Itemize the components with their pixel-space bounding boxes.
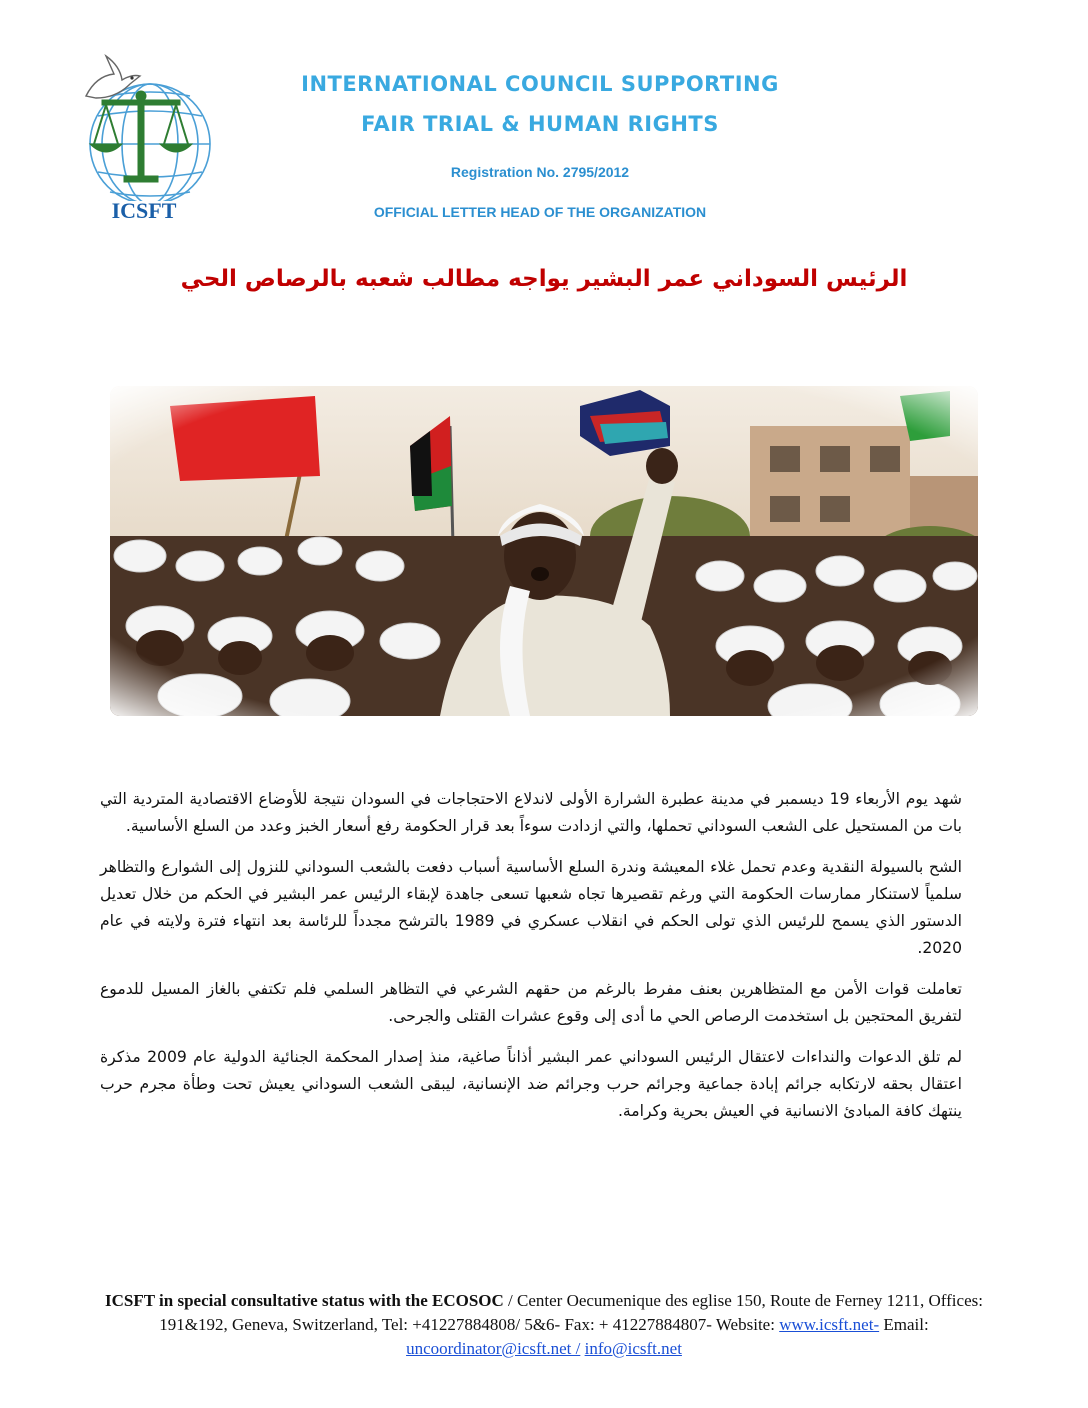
email-link-info[interactable]: info@icsft.net (584, 1339, 682, 1358)
website-link[interactable]: www.icsft.net- (779, 1315, 880, 1334)
registration-number: Registration No. 2795/2012 (450, 164, 630, 180)
organization-logo (66, 36, 222, 236)
footer-status: ICSFT in special consultative status with the ECOSOC (105, 1291, 504, 1310)
scales-globe-icon (66, 36, 222, 201)
article-paragraph-3: تعاملت قوات الأمن مع المتظاهرين بعنف مفرط بالرغم من حقهم الشرعي في التظاهر السلمي فلم تكتفي بالغاز المسيل للدموع لتفريق المحتجين بل استخدمت الرصاص الحي ما أدى إلى وقوع عشرات القتلى والجرحى. (100, 980, 962, 1025)
organization-name-line2: FAIR TRIAL & HUMAN RIGHTS (361, 112, 719, 136)
article-paragraph-1: شهد يوم الأربعاء 19 ديسمبر في مدينة عطبرة الشرارة الأولى لاندلاع الاحتجاجات في السودان نتيجة للأوضاع الاقتصادية المتردية التي بات من المستحيل على الشعب السوداني تحملها، والتي ازدادت سوءاً بعد قرار الحكومة رفع أسعار الخبز وعدد من السلع الأساسية. (100, 790, 962, 835)
article-headline: الرئيس السوداني عمر البشير يواجه مطالب شعبه بالرصاص الحي (180, 266, 908, 292)
organization-name-line1: INTERNATIONAL COUNCIL SUPPORTING (301, 72, 779, 96)
article-paragraph-2: الشح بالسيولة النقدية وعدم تحمل غلاء المعيشة وندرة السلع الأساسية أسباب دفعت بالشعب السوداني للنزول إلى الشوارع والتظاهر سلمياً لاستنكار ممارسات الحكومة التي ورغم تقصيرها تجاه شعبها تسعى جاهدة لإبقاء الرئيس عمر البشير في الحكم من خلال تعديل الدستور الذي يسمح للرئيس الذي تولى الحكم في انقلاب عسكري في 1989 بالترشح مجدداً للرئاسة بعد انتهاء فترة ولايته في عام 2020. (100, 858, 962, 957)
footer-contact (100, 1289, 988, 1361)
protest-photo (110, 386, 978, 716)
footer-address: / Center Oecumenique des eglise 150, Route de Ferney 1211, Offices: 191&192, Geneva, Switzerland, Tel: +41227884808/ 5&6- Fax: + 41227884807- Website: (159, 1291, 983, 1334)
article-body (100, 786, 962, 1139)
official-letterhead-label: OFFICIAL LETTER HEAD OF THE ORGANIZATION (373, 204, 707, 220)
email-link-uncoordinator[interactable]: uncoordinator@icsft.net / (406, 1339, 581, 1358)
logo-text: ICSFT (111, 198, 177, 223)
footer-email-label: Email: (879, 1315, 929, 1334)
article-paragraph-4: لم تلق الدعوات والنداءات لاعتقال الرئيس السوداني عمر البشير أذاناً صاغية، منذ إصدار المحكمة الجنائية الدولية عام 2009 مذكرة اعتقال بحقه لارتكابه جرائم إبادة جماعية وجرائم حرب وجرائم ضد الإنسانية، ليبقى الشعب السوداني يعيش تحت وطأة مجرم حرب ينتهك كافة المبادئ الانسانية في العيش بحرية وكرامة. (100, 1048, 962, 1120)
